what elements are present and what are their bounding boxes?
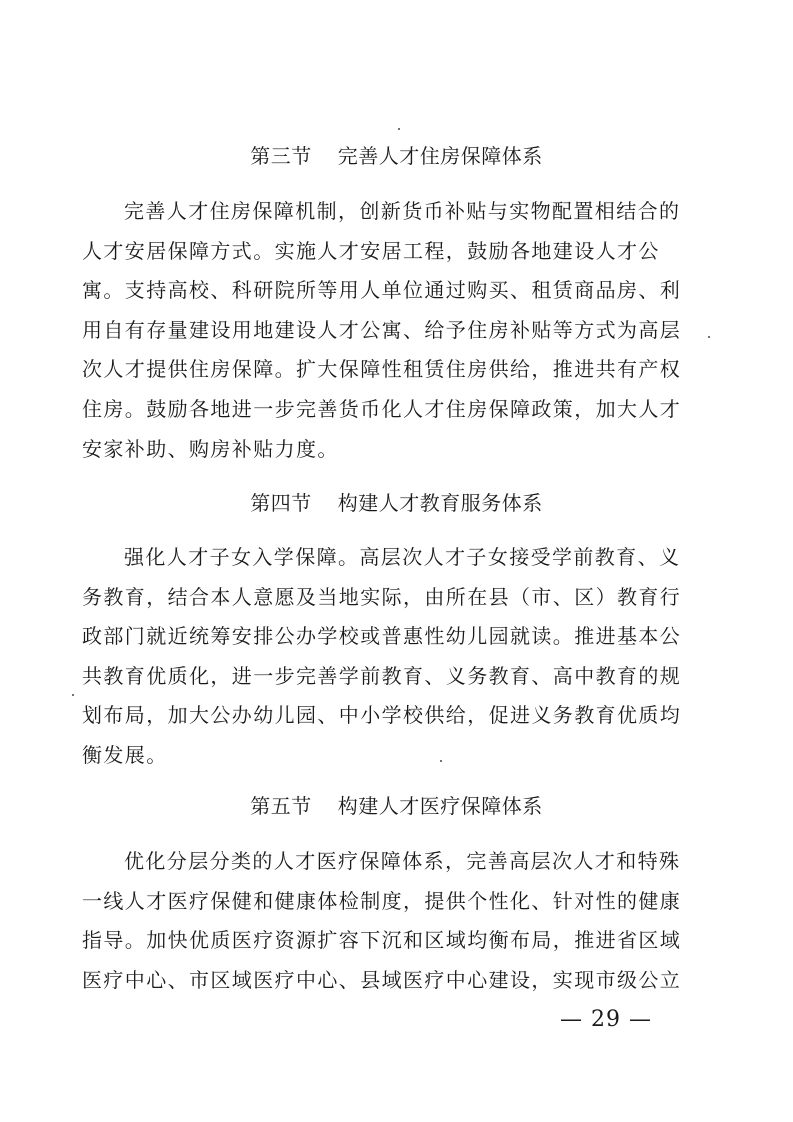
paragraph bbox=[82, 842, 702, 1000]
paragraph-line: 住房。鼓励各地进一步完善货币化人才住房保障政策，加大人才 bbox=[82, 396, 682, 421]
paragraph-line: 指导。加快优质医疗资源扩容下沉和区域均衡布局，推进省区域 bbox=[82, 928, 682, 953]
paragraph-line: 人才安居保障方式。实施人才安居工程，鼓励各地建设人才公 bbox=[82, 238, 660, 263]
section-number: 第四节 bbox=[250, 491, 312, 515]
scan-speck bbox=[708, 336, 710, 338]
paragraph-line: 医疗中心、市区域医疗中心、县域医疗中心建设，实现市级公立 bbox=[82, 967, 682, 992]
paragraph-line: 寓。支持高校、科研院所等用人单位通过购买、租赁商品房、利 bbox=[82, 278, 682, 303]
section-heading bbox=[0, 791, 793, 821]
paragraph-line: 完善人才住房保障机制，创新货币补贴与实物配置相结合的 bbox=[124, 199, 681, 223]
paragraph-line: 用自有存量建设用地建设人才公寓、给予住房补贴等方式为高层 bbox=[82, 317, 682, 342]
paragraph bbox=[82, 538, 702, 776]
section-heading bbox=[0, 488, 793, 518]
section-title: 构建人才教育服务体系 bbox=[337, 491, 543, 515]
scan-speck bbox=[440, 760, 442, 762]
paragraph-line: 划布局，加大公办幼儿园、中小学校供给，促进义务教育优质均 bbox=[82, 703, 682, 728]
paragraph-line: 一线人才医疗保健和健康体检制度，提供个性化、针对性的健康 bbox=[82, 888, 682, 913]
scan-speck bbox=[398, 128, 400, 130]
paragraph-line: 共教育优质化，进一步完善学前教育、义务教育、高中教育的规 bbox=[82, 663, 682, 688]
paragraph-line: 衡发展。 bbox=[82, 742, 168, 767]
section-number: 第三节 bbox=[250, 144, 312, 168]
section-title: 完善人才住房保障体系 bbox=[337, 144, 543, 168]
page-number: — 29 — bbox=[560, 1007, 652, 1032]
section-number: 第五节 bbox=[250, 794, 312, 818]
paragraph-line: 次人才提供住房保障。扩大保障性租赁住房供给，推进共有产权 bbox=[82, 357, 682, 382]
paragraph-line: 强化人才子女入学保障。高层次人才子女接受学前教育、义 bbox=[124, 545, 681, 569]
paragraph-line: 安家补助、购房补贴力度。 bbox=[82, 436, 339, 461]
paragraph-line: 政部门就近统筹安排公办学校或普惠性幼儿园就读。推进基本公 bbox=[82, 624, 682, 649]
paragraph bbox=[82, 192, 702, 469]
scan-speck bbox=[72, 694, 74, 696]
section-heading bbox=[0, 141, 793, 171]
paragraph-line: 务教育，结合本人意愿及当地实际，由所在县（市、区）教育行 bbox=[82, 584, 682, 609]
paragraph-line: 优化分层分类的人才医疗保障体系，完善高层次人才和特殊 bbox=[124, 849, 681, 873]
section-title: 构建人才医疗保障体系 bbox=[337, 794, 543, 818]
